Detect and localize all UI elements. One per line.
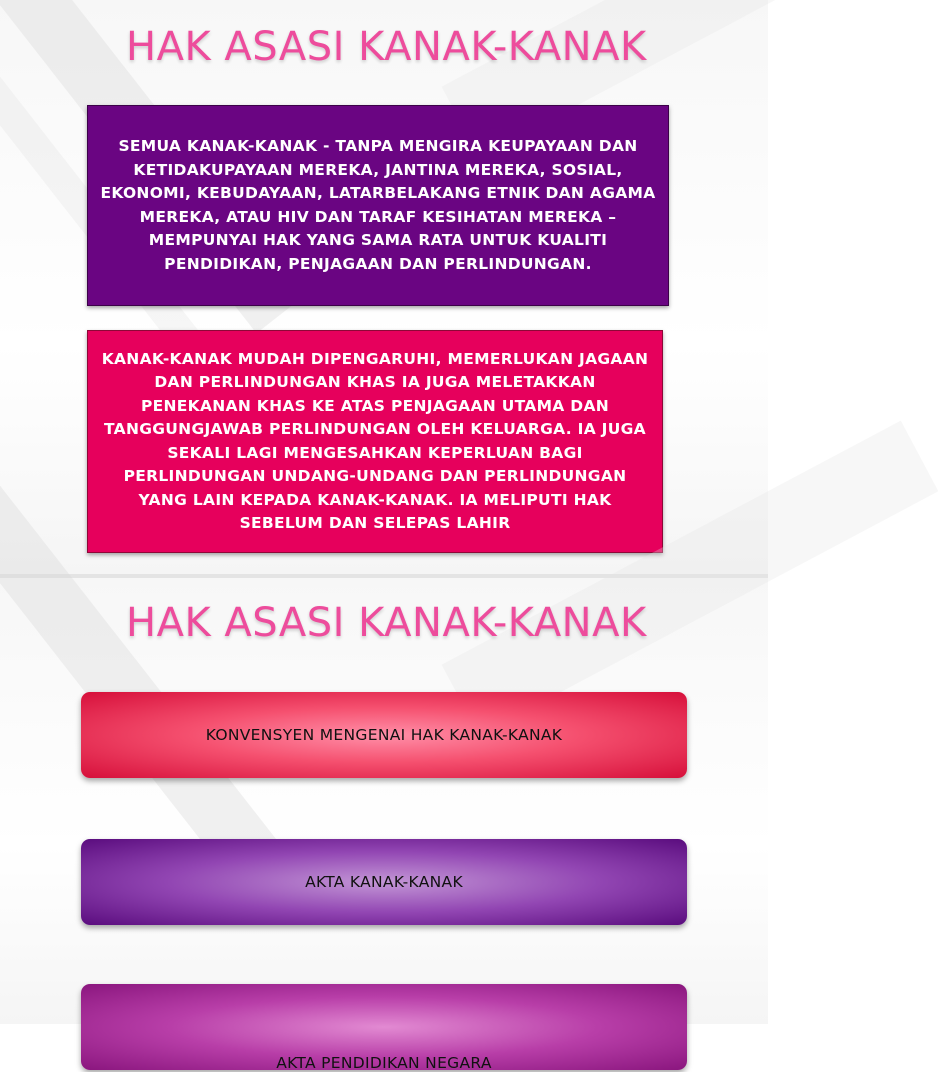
rights-equality-text: SEMUA KANAK-KANAK - TANPA MENGIRA KEUPAYAAN DAN KETIDAKUPAYAAN MEREKA, JANTINA MEREKA, SOSIAL, EKONOMI, KEBUDAYAAN, LATARBELAKANG ETNIK DAN AGAMA MEREKA, ATAU HIV DAN TARAF KESIHATAN MEREKA – MEMPUNYAI HAK YANG SAMA RATA UNTUK KUALITI PENDIDIKAN, PENJAGAAN DAN PERLINDUNGAN. — [100, 137, 656, 273]
child-protection-box — [87, 330, 663, 553]
slide-title: HAK ASASI KANAK-KANAK — [126, 600, 647, 646]
slide-title: HAK ASASI KANAK-KANAK — [126, 24, 647, 70]
children-act-item — [81, 839, 687, 925]
rights-equality-box — [87, 105, 669, 306]
convention-label: KONVENSYEN MENGENAI HAK KANAK-KANAK — [205, 726, 563, 744]
child-protection-text: KANAK-KANAK MUDAH DIPENGARUHI, MEMERLUKAN JAGAAN DAN PERLINDUNGAN KHAS IA JUGA MELETAKKAN PENEKANAN KHAS KE ATAS PENJAGAAN UTAMA DAN TANGGUNGJAWAB PERLINDUNGAN OLEH KELUARGA. IA JUGA SEKALI LAGI MENGESAHKAN KEPERLUAN BAGI PERLINDUNGAN UNDANG-UNDANG DAN PERLINDUNGAN YANG LAIN KEPADA KANAK-KANAK. IA MELIPUTI HAK SEBELUM DAN SELEPAS LAHIR — [101, 349, 649, 532]
slide-1 — [0, 0, 768, 574]
education-act-label: AKTA PENDIDIKAN NEGARA — [276, 1054, 492, 1072]
slide-2 — [0, 578, 768, 1072]
convention-item — [81, 692, 687, 778]
children-act-label: AKTA KANAK-KANAK — [305, 873, 463, 891]
education-act-item — [81, 984, 687, 1070]
